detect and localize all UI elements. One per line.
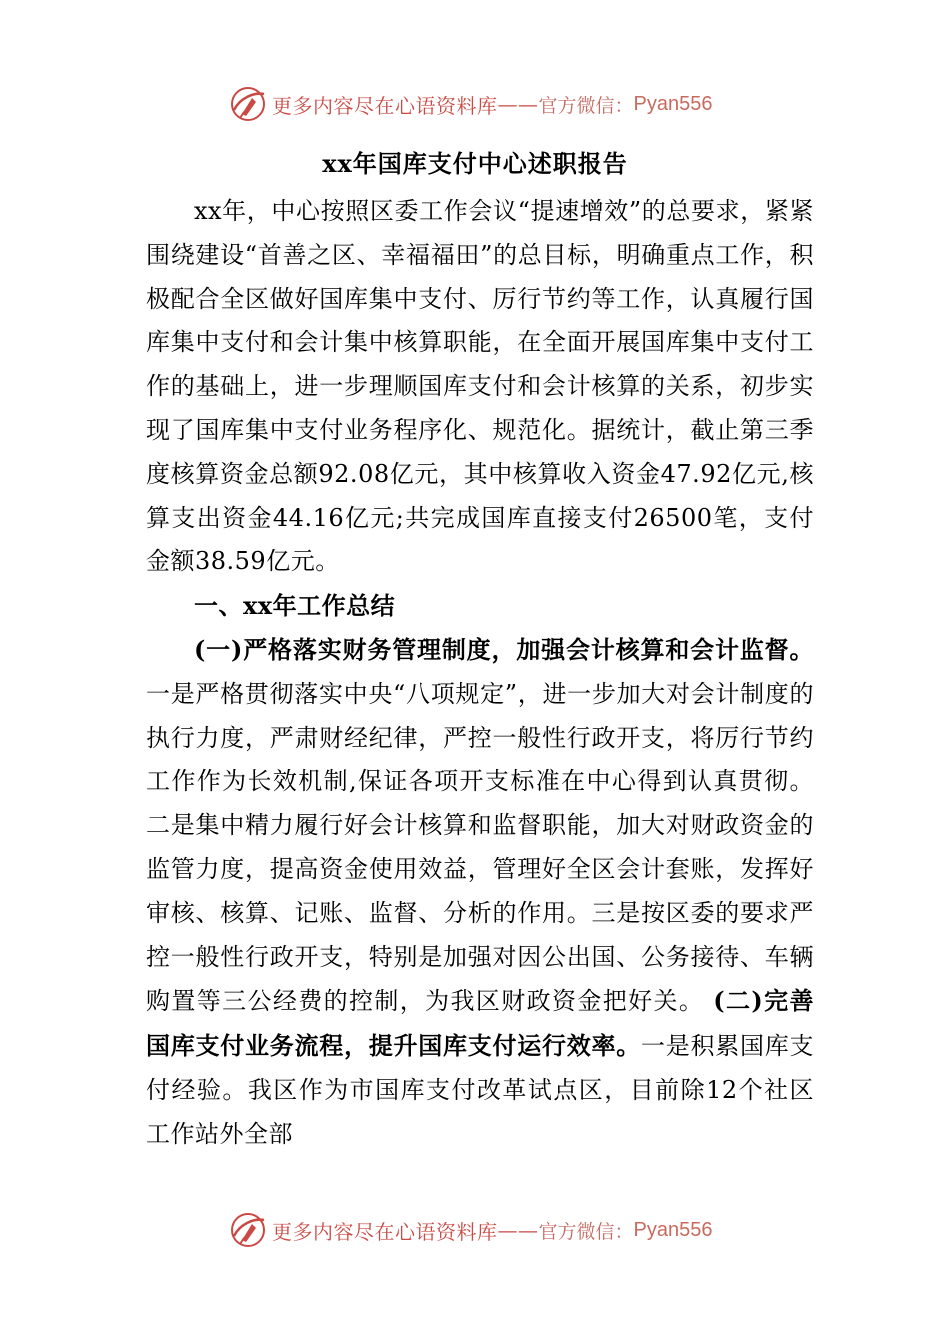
banner-wechat-account: Pyan556 [633,1218,713,1241]
section-paragraph [146,628,814,1157]
footer-banner [228,1208,712,1252]
banner-separator: —— [497,92,539,116]
banner-wechat-account: Pyan556 [633,92,713,115]
item1-heading: (一)严格落实财务管理制度，加强会计核算和会计监督。 [194,634,814,664]
pen-nib-logo-icon [228,84,268,124]
header-banner [228,82,712,126]
section-heading: 一、xx年工作总结 [194,591,396,621]
banner-separator: —— [497,1218,539,1242]
item1-body: 一是严格贯彻落实中央“八项规定”，进一步加大对会计制度的执行力度，严肃财经纪律，严控一般性行政开支，将厉行节约工作作为长效机制,保证各项开支标准在中心得到认真贯彻。二是集中精力履行好会计核算和监督职能，加大对财政资金的监管力度，提高资金使用效益，管理好全区会计套账，发挥好审核、核算、记账、监督、分析的作用。三是按区委的要求严控一般性行政开支，特别是加强对因公出国、公务接待、车辆购置等三公经费的控制，为我区财政资金把好关。 [146,679,814,1016]
banner-text: 更多内容尽在心语资料库 [272,93,498,118]
banner-wechat-label: 官方微信： [538,1220,634,1243]
pen-nib-logo-icon [228,1210,268,1250]
item2-heading: (二)完善国库支付业务流程，提升国库支付运行效率。 [146,986,814,1061]
item2-body: 一是积累国库支付经验。我区作为市国库支付改革试点区，目前除12个社区工作站外全部 [146,1032,814,1148]
banner-wechat-label: 官方微信： [538,94,634,117]
banner-text: 更多内容尽在心语资料库 [272,1219,498,1244]
document-body [146,190,814,1157]
intro-paragraph: xx年，中心按照区委工作会议“提速增效”的总要求，紧紧围绕建设“首善之区、幸福福田”的总目标，明确重点工作，积极配合全区做好国库集中支付、厉行节约等工作，认真履行国库集中支付和会计集中核算职能，在全面开展国库集中支付工作的基础上，进一步理顺国库支付和会计核算的关系，初步实现了国库集中支付业务程序化、规范化。据统计，截止第三季度核算资金总额92.08亿元，其中核算收入资金47.92亿元,核算支出资金44.16亿元;共完成国库直接支付26500笔，支付金额38.59亿元。 [146,197,814,576]
document-title: xx年国库支付中心述职报告 [322,149,628,178]
